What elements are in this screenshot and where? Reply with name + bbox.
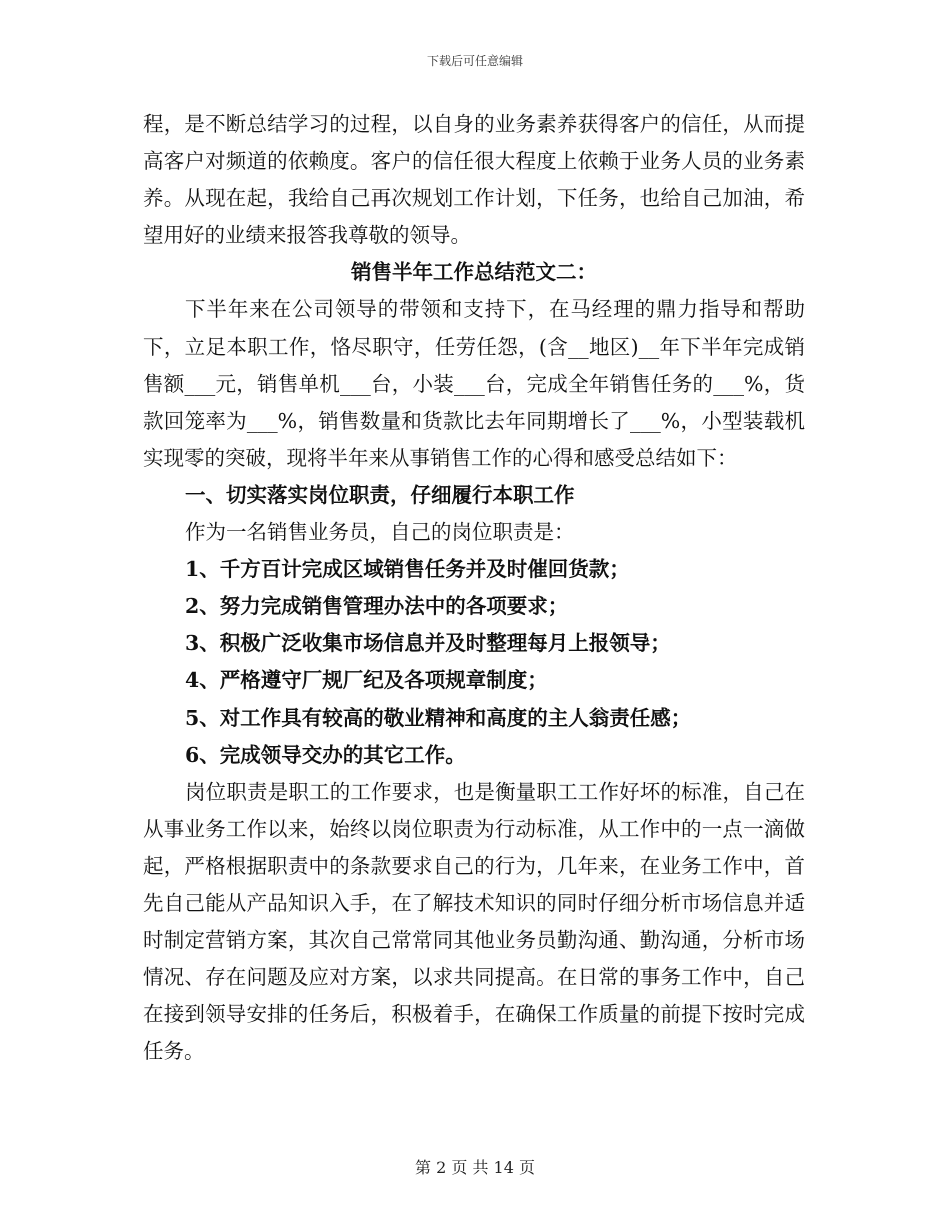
document-body (143, 106, 805, 1070)
duty-item-2: 2、努力完成销售管理办法中的各项要求； (185, 594, 569, 619)
paragraph-continuation: 程，是不断总结学习的过程，以自身的业务素养获得客户的信任，从而提高客户对频道的依赖度。客户的信任很大程度上依赖于业务人员的业务素养。从现在起，我给自己再次规划工作计划，下任务，也给自己加油，希望用好的业绩来报答我尊敬的领导。 (143, 112, 805, 248)
page-number: 第 2 页 共 14 页 (415, 1158, 535, 1177)
section-title: 销售半年工作总结范文二： (351, 260, 597, 285)
duty-item-6: 6、完成领导交办的其它工作。 (185, 742, 466, 767)
paragraph-duties-intro: 作为一名销售业务员，自己的岗位职责是： (185, 520, 575, 545)
paragraph-intro: 下半年来在公司领导的带领和支持下，在马经理的鼎力指导和帮助下，立足本职工作，恪尽职守，任劳任怨，(含__地区)__年下半年完成销售额___元，销售单机___台，小装___台，完成全年销售任务的___%，货款回笼率为___%，销售数量和货款比去年同期增长了___%，小型装载机实现零的突破，现将半年来从事销售工作的心得和感受总结如下： (143, 297, 805, 470)
duty-item-5: 5、对工作具有较高的敬业精神和高度的主人翁责任感； (185, 705, 692, 730)
section-heading-1: 一、切实落实岗位职责，仔细履行本职工作 (185, 482, 575, 507)
paragraph-duties-detail: 岗位职责是职工的工作要求，也是衡量职工工作好坏的标准，自己在从事业务工作以来，始终以岗位职责为行动标准，从工作中的一点一滴做起，严格根据职责中的条款要求自己的行为，几年来，在业务工作中，首先自己能从产品知识入手，在了解技术知识的同时仔细分析市场信息并适时制定营销方案，其次自己常常同其他业务员勤沟通、勤沟通，分析市场情况、存在问题及应对方案，以求共同提高。在日常的事务工作中，自己在接到领导安排的任务后，积极着手，在确保工作质量的前提下按时完成任务。 (143, 779, 805, 1064)
duty-item-3: 3、积极广泛收集市场信息并及时整理每月上报领导； (185, 631, 671, 656)
page-header: 下载后可任意编辑 (426, 54, 523, 68)
duty-item-4: 4、严格遵守厂规厂纪及各项规章制度； (185, 668, 548, 693)
duty-item-1: 1、千方百计完成区域销售任务并及时催回货款； (185, 557, 630, 582)
